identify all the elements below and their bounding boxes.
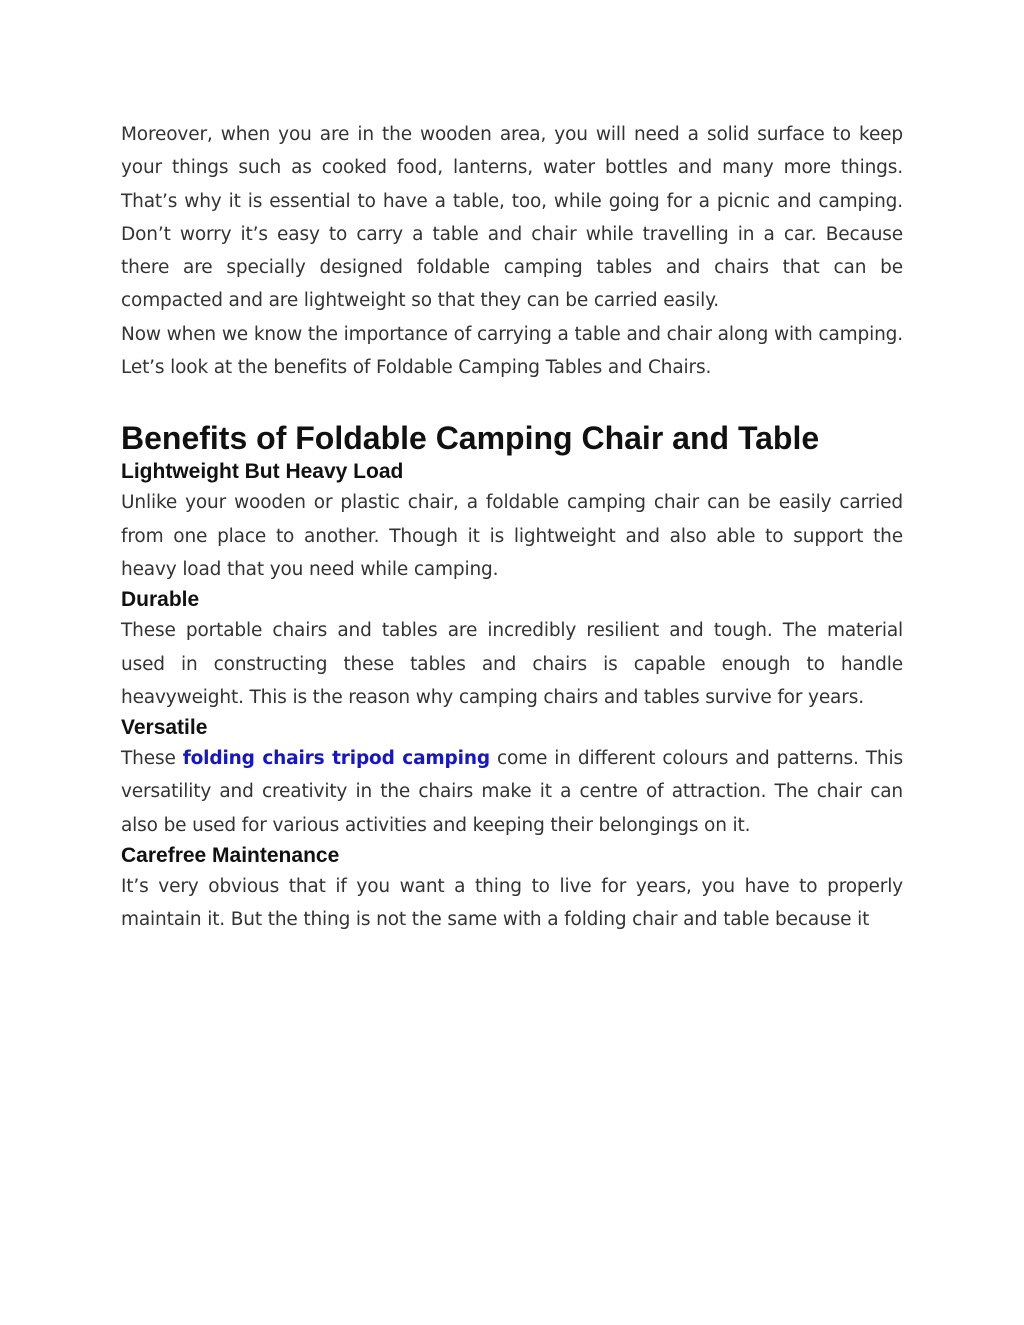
intro-paragraph-2: Now when we know the importance of carrying a table and chair along with camping. Let’s look at the benefits of Foldable Camping Tables and Chairs. <box>121 323 903 379</box>
intro-paragraph-1: Moreover, when you are in the wooden area, you will need a solid surface to keep your things such as cooked food, lanterns, water bottles and many more things. That’s why it is essential to have a table, too, while going for a picnic and camping. Don’t worry it’s easy to carry a table and chair while travelling in a car. Because there are specially designed foldable camping tables and chairs that can be compacted and are lightweight so that they can be carried easily. <box>121 124 903 312</box>
section-title-maintenance: Carefree Maintenance <box>121 844 340 868</box>
section-text-lightweight: Unlike your wooden or plastic chair, a foldable camping chair can be easily carried from one place to another. Though it is lightweight and also able to support the heavy load that you need while camping. <box>121 492 903 580</box>
section-text-maintenance: It’s very obvious that if you want a thing to live for years, you have to properly maintain it. But the thing is not the same with a folding chair and table because it <box>121 876 903 931</box>
versatile-text-before: These <box>121 748 183 770</box>
benefits-heading: Benefits of Foldable Camping Chair and Table <box>121 420 820 457</box>
versatile-text-after: come in different colours and patterns. This versatility and creativity in the chairs make it a centre of attraction. The chair can also be used for various activities and keeping their belongings on it. <box>121 748 903 836</box>
section-title-lightweight: Lightweight But Heavy Load <box>121 460 404 484</box>
section-text-durable: These portable chairs and tables are incredibly resilient and tough. The material used in constructing these tables and chairs is capable enough to handle heavyweight. This is the reason why camping chairs and tables survive for years. <box>121 620 903 708</box>
section-title-versatile: Versatile <box>121 716 208 740</box>
document-page <box>121 118 903 937</box>
folding-chairs-link[interactable]: folding chairs tripod camping <box>182 748 490 770</box>
section-text-versatile <box>121 742 903 842</box>
section-title-durable: Durable <box>121 588 200 612</box>
